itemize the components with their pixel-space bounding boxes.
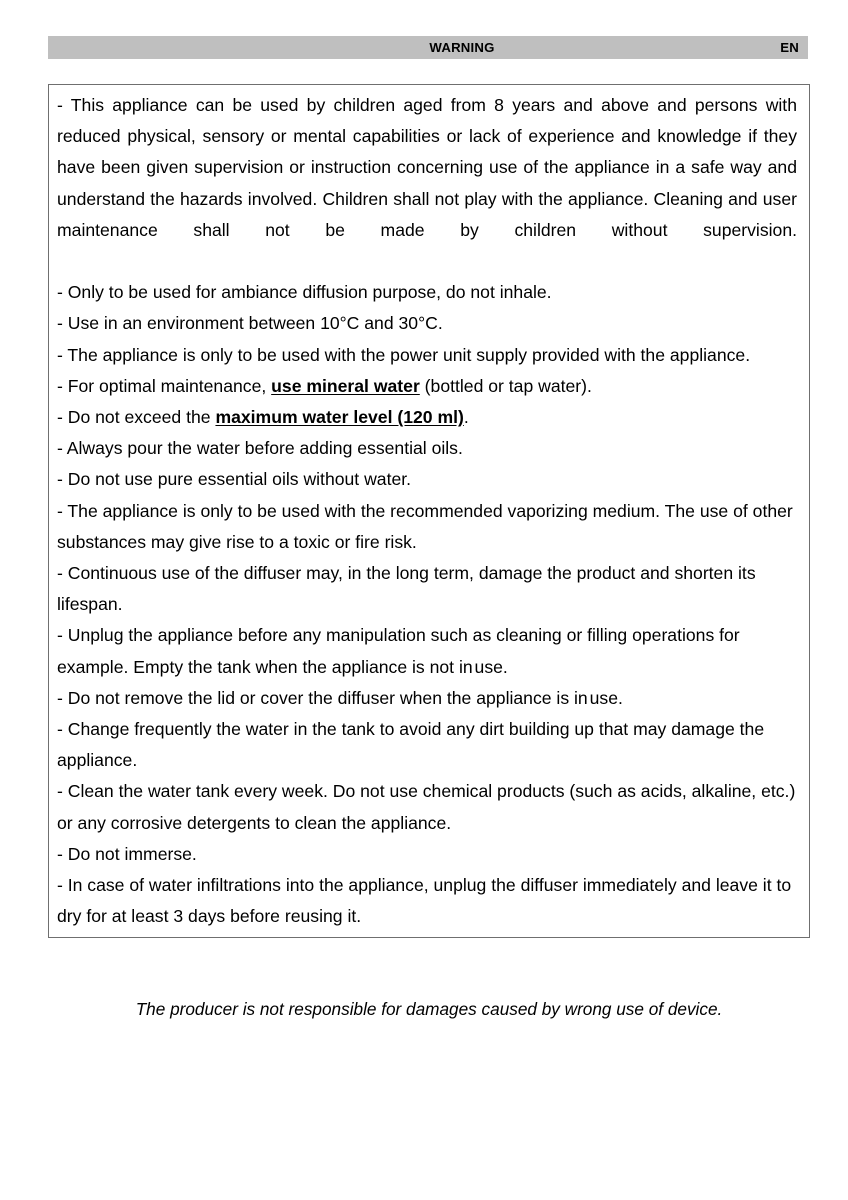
warning-text-segment: - Do not immerse. xyxy=(57,843,197,864)
warning-item-change-water-frequently xyxy=(57,714,797,776)
warning-item-ambiance-diffusion xyxy=(57,277,797,308)
warning-text-segment: - This appliance can be used by children aged from 8 years and above and persons with reduced physical, sensory or mental capabilities or lack of experience and knowledge if they have been given supervision or instruction concerning use of the appliance in a safe way and understand the hazards involved. Children shall not play with the appliance. Cleaning and user maintenance shall not be made by children without supervision. xyxy=(57,95,797,240)
warning-text-segment: - Do not use pure essential oils without water. xyxy=(57,469,412,490)
warning-text-segment: - Change frequently the water in the tank to avoid any dirt building up that may damage the appliance. xyxy=(57,719,765,771)
warning-item-vaporizing-medium xyxy=(57,496,797,558)
warning-item-no-pure-oils xyxy=(57,464,797,495)
warning-text-segment: - Do not exceed the xyxy=(57,407,216,428)
warning-item-water-infiltrations xyxy=(57,870,797,932)
warning-text-segment: - Use in an environment between 10°C and 30°C. xyxy=(57,313,443,334)
warning-text-segment: - Always pour the water before adding essential oils. xyxy=(57,438,463,459)
warning-text-segment: - The appliance is only to be used with the power unit supply provided with the appliance. xyxy=(57,344,751,365)
warning-text-segment: - Only to be used for ambiance diffusion purpose, do not inhale. xyxy=(57,282,552,303)
warning-text-segment: use mineral water xyxy=(271,375,420,396)
warning-item-pour-water-first xyxy=(57,433,797,464)
page-header-bar xyxy=(48,36,808,59)
warning-text-segment: use. xyxy=(472,656,508,677)
warning-item-children-use xyxy=(57,90,797,277)
warning-text-segment: - Clean the water tank every week. Do not use chemical products (such as acids, alkaline, etc.) or any corrosive detergents to clean the appliance. xyxy=(57,781,796,833)
language-code: EN xyxy=(780,40,799,55)
warning-text-segment: - Unplug the appliance before any manipulation such as cleaning or filling operations for example. Empty the tank when the appliance is not in xyxy=(57,625,740,677)
warning-item-power-unit-supply xyxy=(57,340,797,371)
warning-item-maximum-water-level xyxy=(57,402,797,433)
warning-text-segment: - Continuous use of the diffuser may, in the long term, damage the product and shorten its lifespan. xyxy=(57,563,756,615)
warning-item-clean-weekly xyxy=(57,776,797,838)
warning-text-segment: . xyxy=(463,407,469,428)
warning-text-segment: maximum water level (120 ml) xyxy=(215,407,464,428)
warning-list xyxy=(57,90,797,932)
warning-text-segment: - The appliance is only to be used with the recommended vaporizing medium. The use of other substances may give rise to a toxic or fire risk. xyxy=(57,500,793,552)
warning-item-environment-temperature xyxy=(57,308,797,339)
warning-text-segment: use. xyxy=(587,687,623,708)
warning-text-segment: - For optimal maintenance, xyxy=(57,375,272,396)
disclaimer-note: The producer is not responsible for damages caused by wrong use of device. xyxy=(135,999,723,1019)
warning-text-segment: - Do not remove the lid or cover the diffuser when the appliance is in xyxy=(57,687,588,708)
warning-box xyxy=(48,84,810,938)
warning-item-do-not-cover xyxy=(57,683,797,714)
warning-text-segment: - In case of water infiltrations into the appliance, unplug the diffuser immediately and leave it to dry for at least 3 days before reusing it. xyxy=(57,875,792,927)
warning-item-continuous-use xyxy=(57,558,797,620)
warning-text-segment: (bottled or tap water). xyxy=(419,375,592,396)
warning-item-unplug-before-manipulation xyxy=(57,620,797,682)
warning-item-mineral-water xyxy=(57,371,797,402)
warning-item-do-not-immerse xyxy=(57,839,797,870)
page-title: WARNING xyxy=(429,40,495,55)
